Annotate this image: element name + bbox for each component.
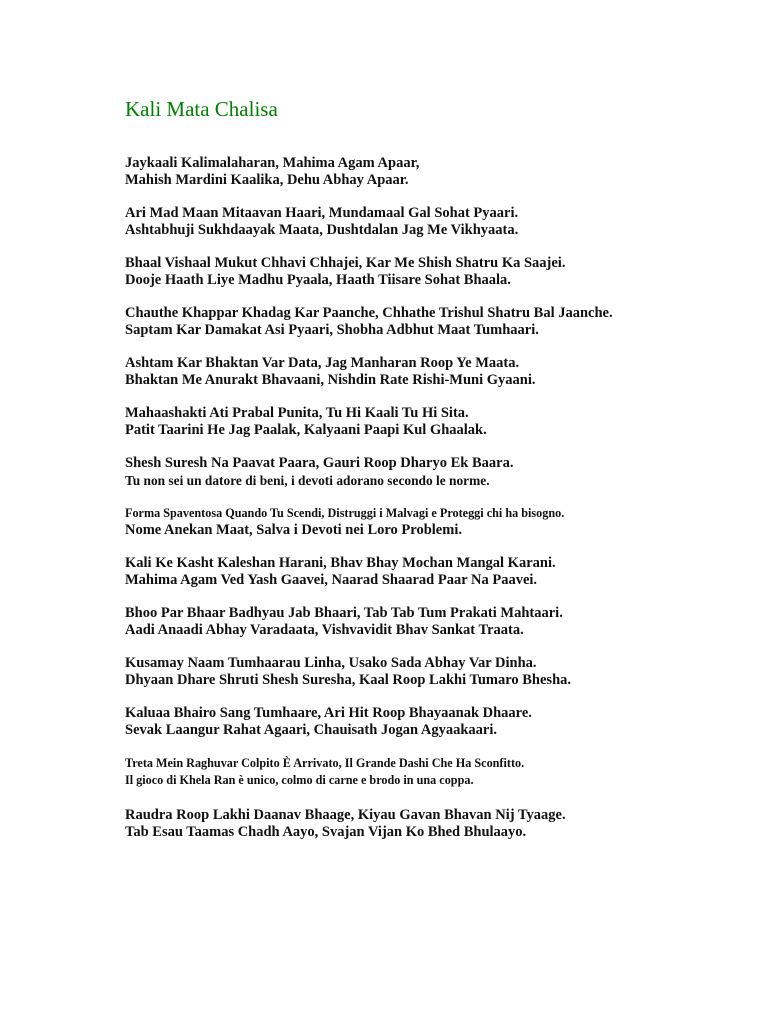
stanza-8 bbox=[125, 505, 745, 539]
verse-line: Ashtabhuji Sukhdaayak Maata, Dushtdalan Jag Me Vikhyaata. bbox=[125, 222, 519, 238]
verse-line: Bhoo Par Bhaar Badhyau Jab Bhaari, Tab Tab Tum Prakati Mahtaari. bbox=[125, 605, 563, 621]
verse-line: Bhaal Vishaal Mukut Chhavi Chhajei, Kar Me Shish Shatru Ka Saajei. bbox=[125, 255, 566, 271]
stanza-2 bbox=[125, 205, 745, 239]
stanza-13 bbox=[125, 755, 745, 789]
stanza-1 bbox=[125, 155, 745, 189]
verse-line: Patit Taarini He Jag Paalak, Kalyaani Paapi Kul Ghaalak. bbox=[125, 422, 487, 438]
verse-line: Kusamay Naam Tumhaarau Linha, Usako Sada Abhay Var Dinha. bbox=[125, 655, 537, 671]
verse-line: Tu non sei un datore di beni, i devoti adorano secondo le norme. bbox=[125, 473, 490, 488]
verse-line: Nome Anekan Maat, Salva i Devoti nei Loro Problemi. bbox=[125, 522, 462, 538]
verse-line: Forma Spaventosa Quando Tu Scendi, Distruggi i Malvagi e Proteggi chi ha bisogno. bbox=[125, 506, 565, 520]
verse-line: Il gioco di Khela Ran è unico, colmo di carne e brodo in una coppa. bbox=[125, 773, 474, 787]
verse-line: Dhyaan Dhare Shruti Shesh Suresha, Kaal Roop Lakhi Tumaro Bhesha. bbox=[125, 672, 572, 688]
verse-line: Shesh Suresh Na Paavat Paara, Gauri Roop Dharyo Ek Baara. bbox=[125, 455, 514, 471]
verse-line: Bhaktan Me Anurakt Bhavaani, Nishdin Rate Rishi-Muni Gyaani. bbox=[125, 372, 536, 388]
verse-line: Chauthe Khappar Khadag Kar Paanche, Chhathe Trishul Shatru Bal Jaanche. bbox=[125, 305, 613, 321]
stanza-7 bbox=[125, 455, 745, 489]
verse-line: Mahaashakti Ati Prabal Punita, Tu Hi Kaali Tu Hi Sita. bbox=[125, 405, 469, 421]
verse-line: Mahima Agam Ved Yash Gaavei, Naarad Shaarad Paar Na Paavei. bbox=[125, 572, 538, 588]
stanza-3 bbox=[125, 255, 745, 289]
verse-line: Tab Esau Taamas Chadh Aayo, Svajan Vijan Ko Bhed Bhulaayo. bbox=[125, 824, 527, 840]
stanza-14 bbox=[125, 807, 745, 841]
verse-line: Treta Mein Raghuvar Colpito È Arrivato, Il Grande Dashi Che Ha Sconfitto. bbox=[125, 756, 525, 770]
verse-line: Aadi Anaadi Abhay Varadaata, Vishvavidit Bhav Sankat Traata. bbox=[125, 622, 524, 638]
verse-line: Ashtam Kar Bhaktan Var Data, Jag Manharan Roop Ye Maata. bbox=[125, 355, 520, 371]
verse-line: Saptam Kar Damakat Asi Pyaari, Shobha Adbhut Maat Tumhaari. bbox=[125, 322, 539, 338]
stanza-9 bbox=[125, 555, 745, 589]
verse-line: Sevak Laangur Rahat Agaari, Chauisath Jogan Agyaakaari. bbox=[125, 722, 497, 738]
chalisa-text bbox=[125, 155, 745, 857]
stanza-6 bbox=[125, 405, 745, 439]
verse-line: Dooje Haath Liye Madhu Pyaala, Haath Tiisare Sohat Bhaala. bbox=[125, 272, 511, 288]
document-title: Kali Mata Chalisa bbox=[125, 97, 278, 121]
stanza-4 bbox=[125, 305, 745, 339]
verse-line: Kaluaa Bhairo Sang Tumhaare, Ari Hit Roop Bhayaanak Dhaare. bbox=[125, 705, 532, 721]
stanza-11 bbox=[125, 655, 745, 689]
verse-line: Raudra Roop Lakhi Daanav Bhaage, Kiyau Gavan Bhavan Nij Tyaage. bbox=[125, 807, 566, 823]
stanza-12 bbox=[125, 705, 745, 739]
verse-line: Ari Mad Maan Mitaavan Haari, Mundamaal Gal Sohat Pyaari. bbox=[125, 205, 519, 221]
stanza-10 bbox=[125, 605, 745, 639]
verse-line: Jaykaali Kalimalaharan, Mahima Agam Apaar, bbox=[125, 155, 420, 171]
verse-line: Mahish Mardini Kaalika, Dehu Abhay Apaar. bbox=[125, 172, 409, 188]
stanza-5 bbox=[125, 355, 745, 389]
verse-line: Kali Ke Kasht Kaleshan Harani, Bhav Bhay Mochan Mangal Karani. bbox=[125, 555, 556, 571]
